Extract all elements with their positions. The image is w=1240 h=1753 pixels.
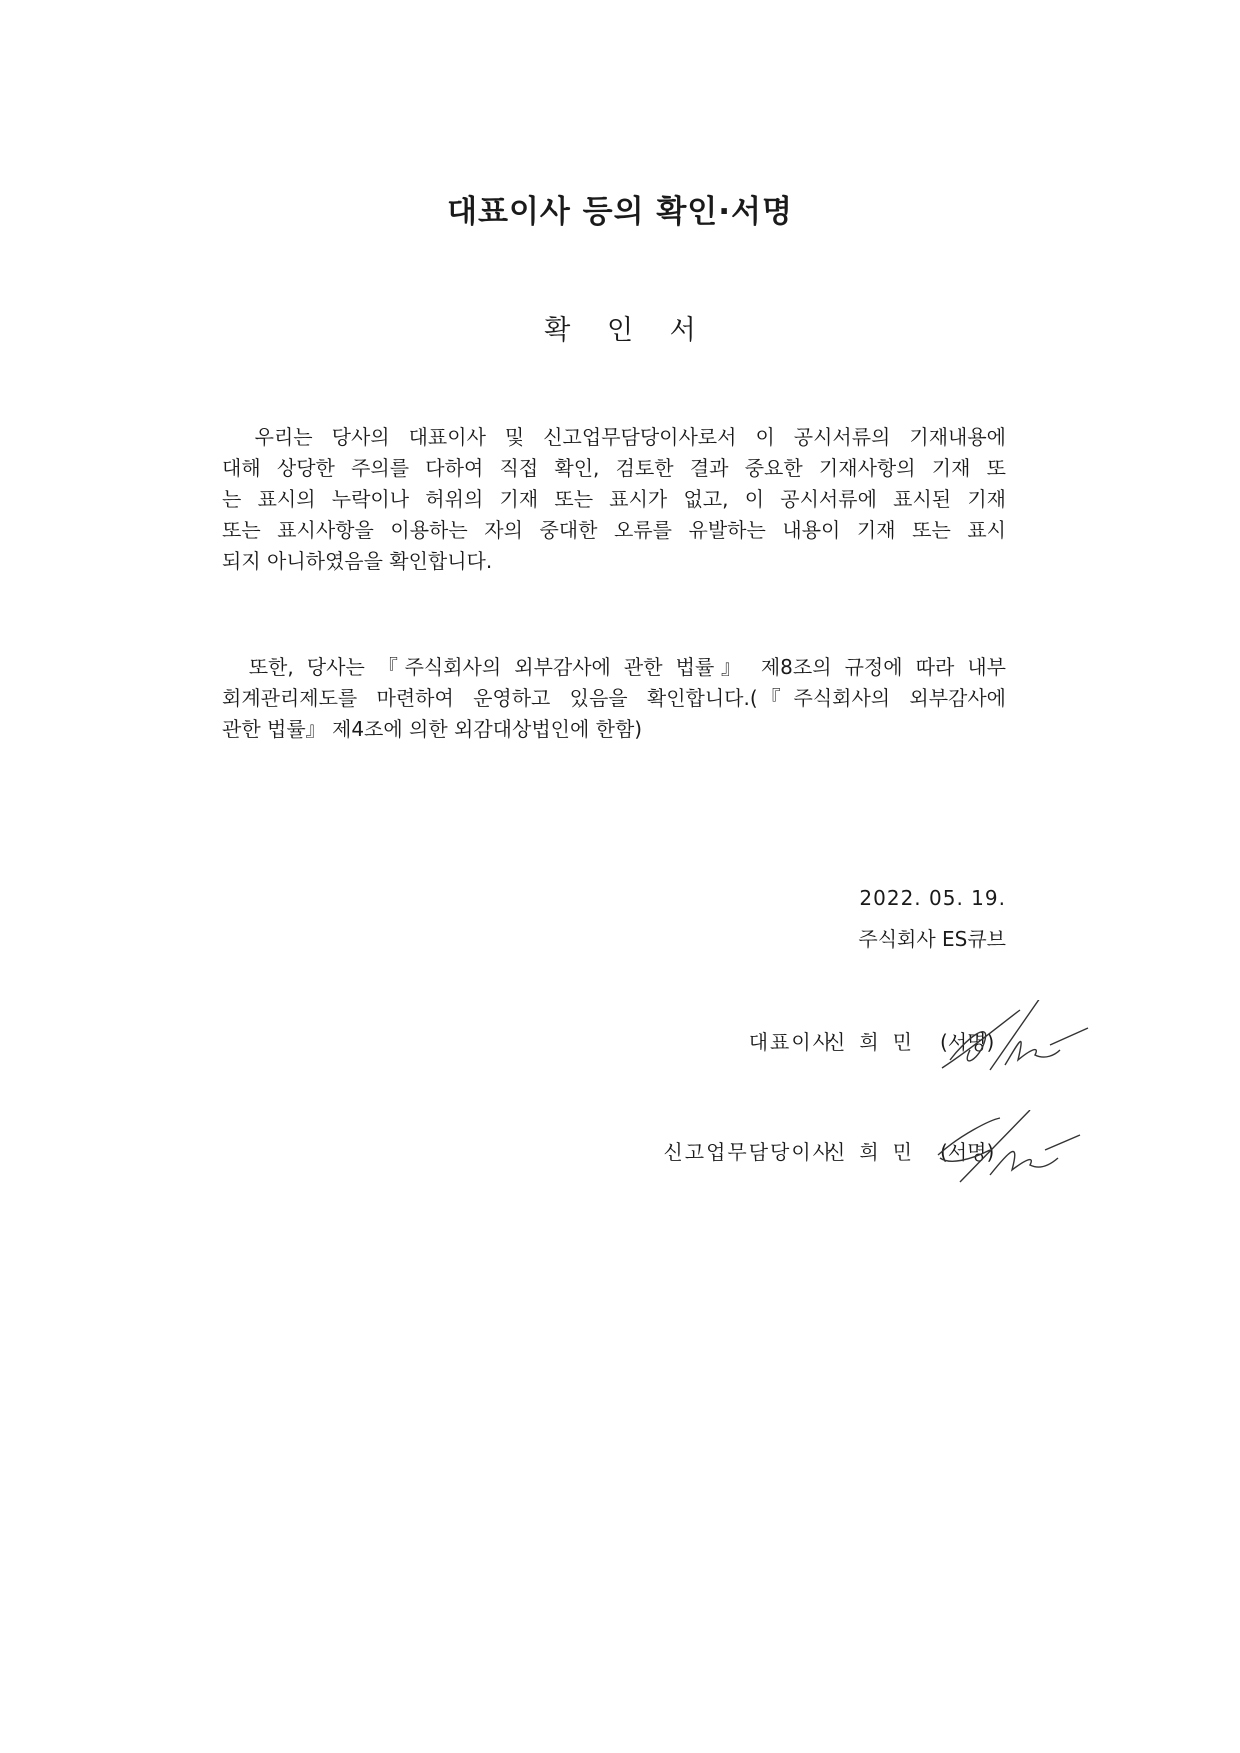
document-title: 대표이사 등의 확인·서명	[447, 194, 793, 230]
signature-mark-label: (서명)	[940, 1140, 995, 1164]
handwritten-signature	[930, 1000, 1090, 1080]
internal-control-paragraph	[222, 652, 1006, 745]
signer-row-disclosure-officer	[600, 1110, 1100, 1190]
document-date: 2022. 05. 19.	[859, 886, 1006, 910]
company-name: 주식회사 ES큐브	[858, 927, 1006, 951]
paragraph-line: 또는 표시사항을 이용하는 자의 중대한 오류를 유발하는 내용이 기재 또는 표시	[222, 518, 1006, 542]
handwritten-signature	[930, 1110, 1090, 1190]
signer-name: 신희민	[826, 1140, 926, 1164]
paragraph-line: 회계관리제도를 마련하여 운영하고 있음을 확인합니다.(『주식회사의 외부감사에	[222, 686, 1006, 710]
signer-row-ceo	[600, 1000, 1100, 1080]
document-subtitle: 확 인 서	[544, 315, 696, 346]
signer-role: 신고업무담당이사	[663, 1140, 834, 1164]
paragraph-line: 우리는 당사의 대표이사 및 신고업무담당이사로서 이 공시서류의 기재내용에	[222, 425, 1006, 449]
signer-name: 신희민	[826, 1030, 926, 1054]
paragraph-line: 되지 아니하였음을 확인합니다.	[222, 549, 493, 573]
signer-role: 대표이사	[748, 1030, 834, 1054]
paragraph-line: 대해 상당한 주의를 다하여 직접 확인, 검토한 결과 중요한 기재사항의 기재 또	[222, 456, 1006, 480]
paragraph-line: 또한, 당사는 『주식회사의 외부감사에 관한 법률』 제8조의 규정에 따라 내부	[222, 655, 1006, 679]
paragraph-line: 는 표시의 누락이나 허위의 기재 또는 표시가 없고, 이 공시서류에 표시된 기재	[222, 487, 1006, 511]
confirmation-paragraph	[222, 422, 1006, 577]
signature-mark-label: (서명)	[940, 1030, 995, 1054]
paragraph-line: 관한 법률』 제4조에 의한 외감대상법인에 한함)	[222, 717, 643, 741]
